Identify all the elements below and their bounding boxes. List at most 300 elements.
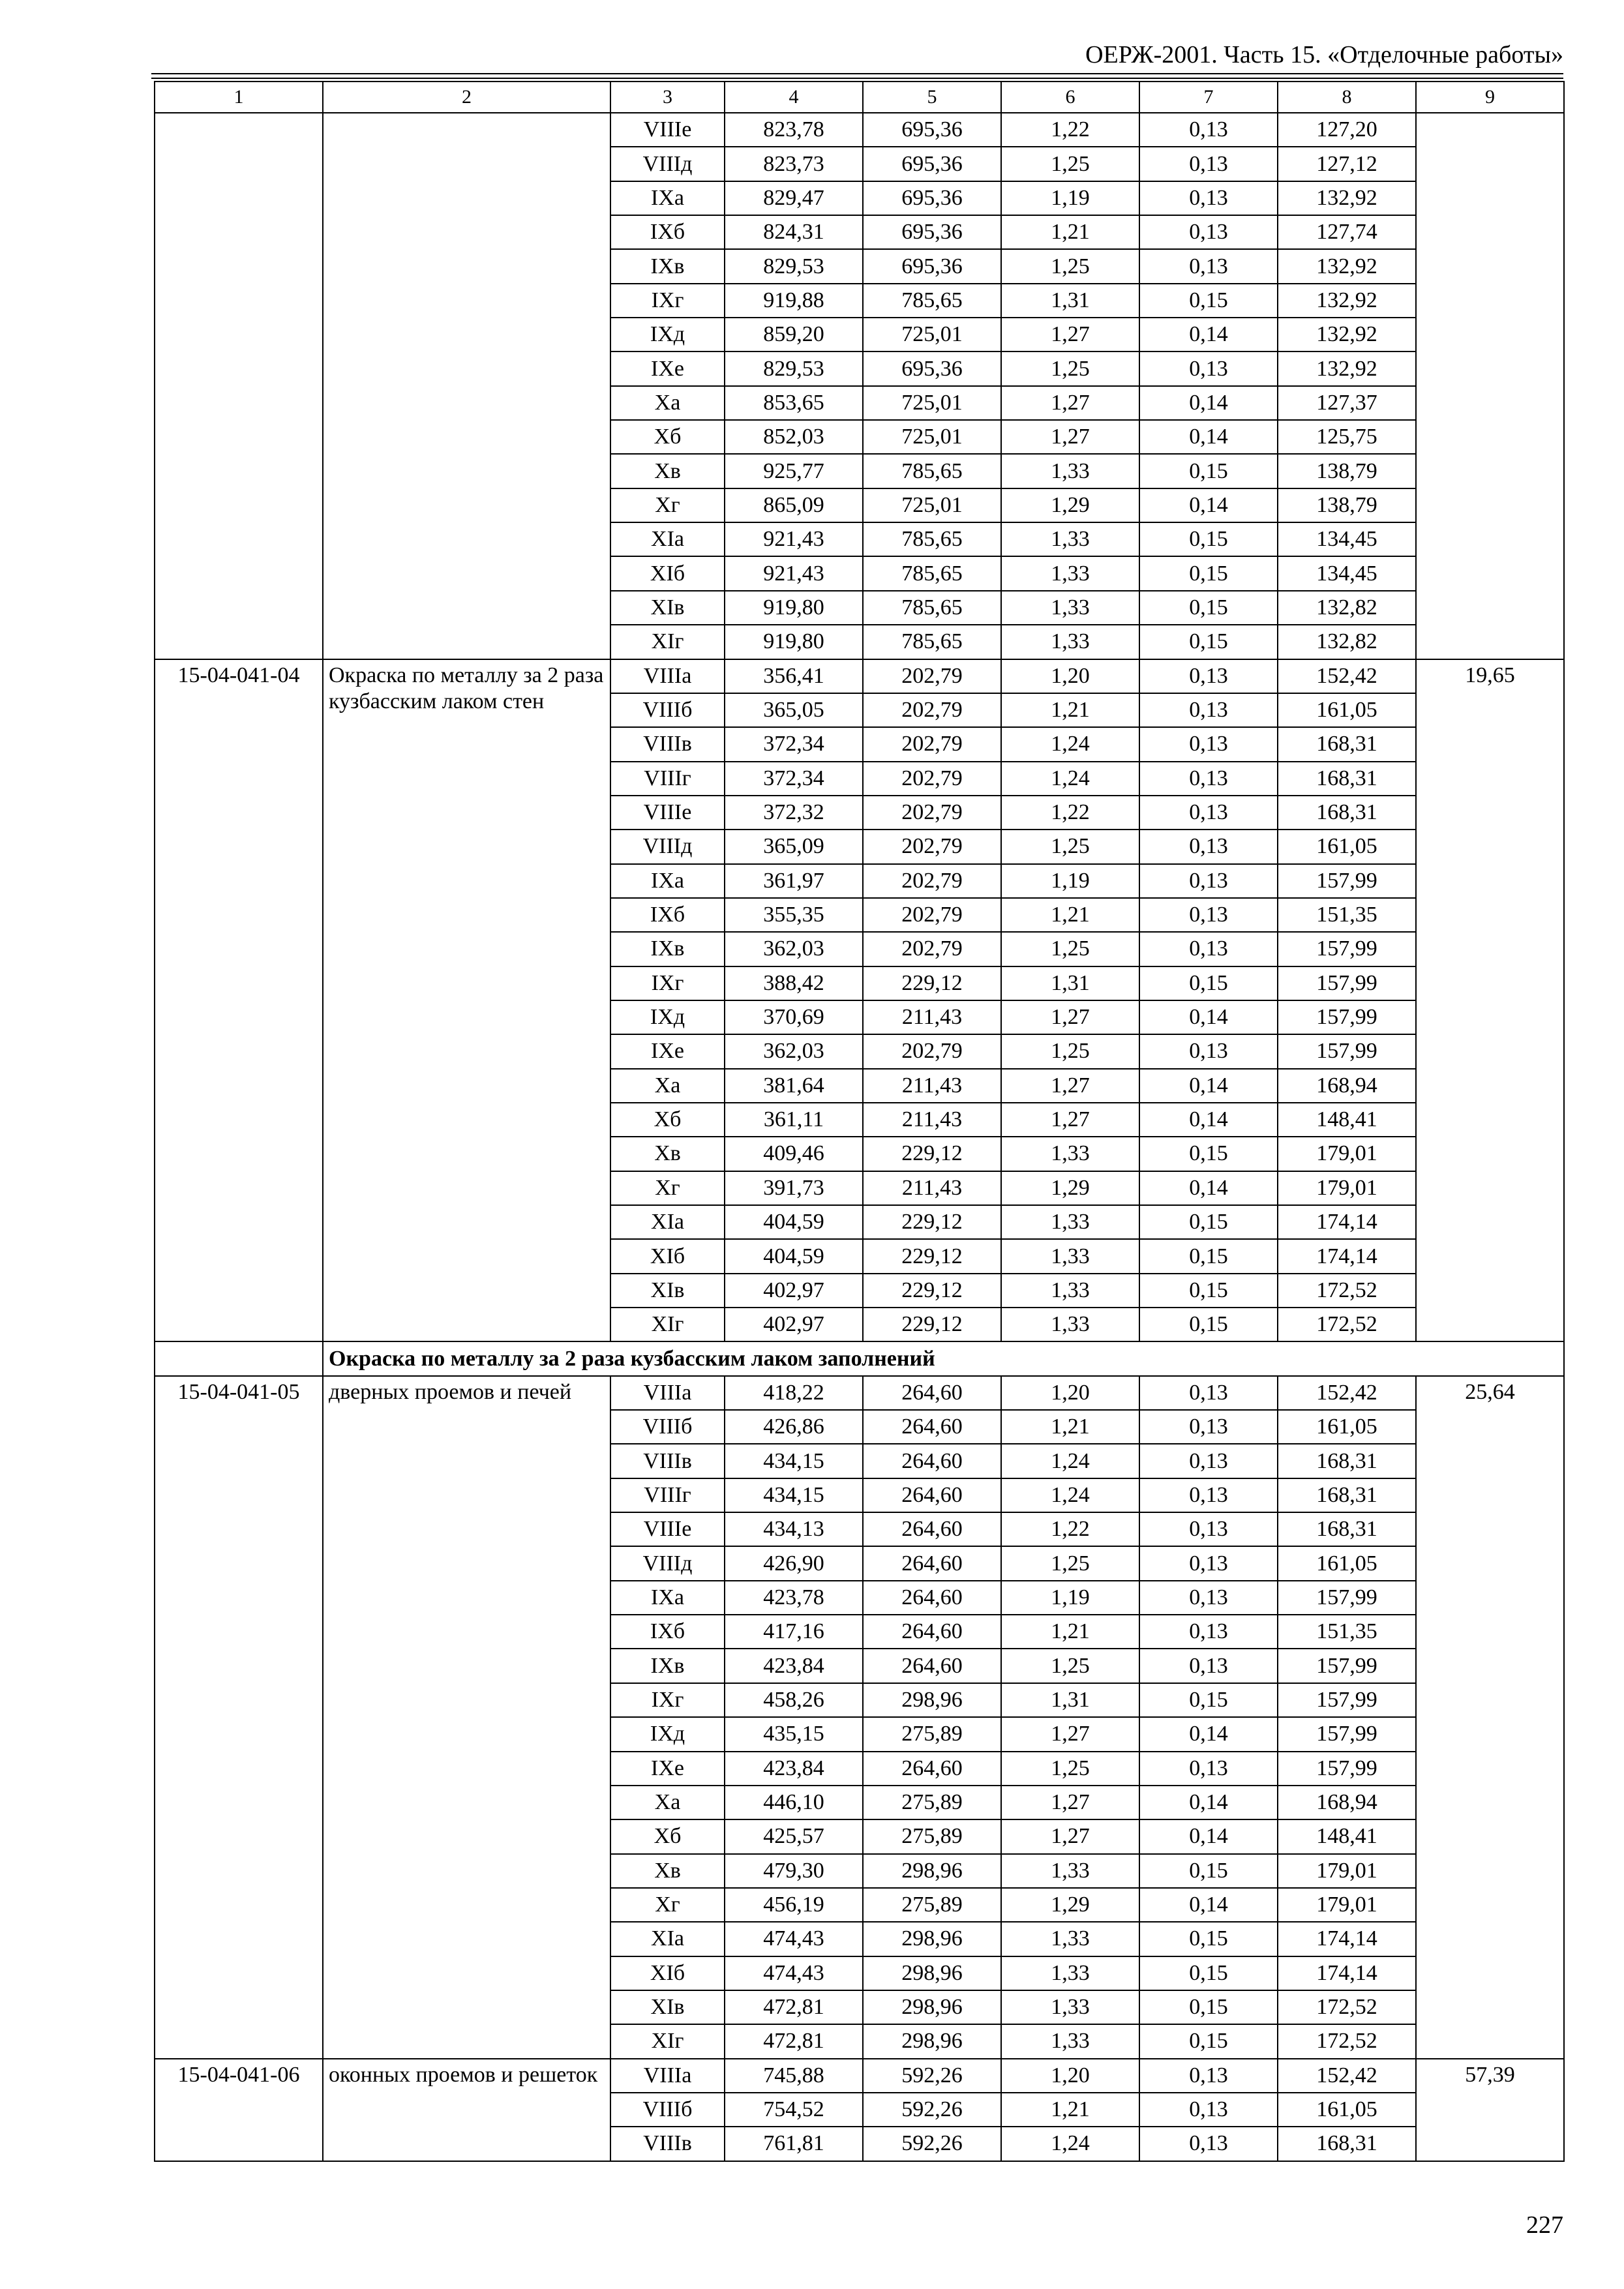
total-cost-cell: 745,88 — [725, 2059, 863, 2093]
materials-cost-cell: 134,45 — [1278, 556, 1416, 590]
territorial-zone-cell: VIIIв — [610, 2127, 725, 2161]
territorial-zone-cell: Xг — [610, 1888, 725, 1922]
machine-cost-cell: 1,33 — [1001, 556, 1139, 590]
wages-cell: 695,36 — [863, 352, 1001, 385]
materials-cost-cell: 174,14 — [1278, 1922, 1416, 1956]
total-cost-cell: 829,53 — [725, 249, 863, 283]
territorial-zone-cell: IXд — [610, 318, 725, 352]
wages-cell: 275,89 — [863, 1717, 1001, 1751]
total-cost-cell: 823,73 — [725, 147, 863, 181]
item-description-cell — [323, 113, 610, 659]
machinist-wages-cell: 0,13 — [1139, 1752, 1278, 1786]
materials-cost-cell: 157,99 — [1278, 1034, 1416, 1068]
wages-cell: 211,43 — [863, 1069, 1001, 1103]
machinist-wages-cell: 0,14 — [1139, 1786, 1278, 1819]
machinist-wages-cell: 0,13 — [1139, 830, 1278, 863]
column-number-cell: 1 — [155, 82, 323, 113]
total-cost-cell: 423,84 — [725, 1649, 863, 1683]
materials-cost-cell: 157,99 — [1278, 932, 1416, 966]
column-number-cell: 5 — [863, 82, 1001, 113]
column-number-cell: 9 — [1416, 82, 1564, 113]
territorial-zone-cell: VIIIе — [610, 113, 725, 147]
territorial-zone-cell: Xа — [610, 386, 725, 420]
territorial-zone-cell: XIа — [610, 1205, 725, 1239]
machine-cost-cell: 1,33 — [1001, 1205, 1139, 1239]
machine-cost-cell: 1,20 — [1001, 2059, 1139, 2093]
materials-cost-cell: 157,99 — [1278, 1000, 1416, 1034]
machine-cost-cell: 1,33 — [1001, 625, 1139, 659]
materials-cost-cell: 168,31 — [1278, 1444, 1416, 1478]
wages-cell: 785,65 — [863, 522, 1001, 556]
materials-cost-cell: 172,52 — [1278, 1308, 1416, 1341]
territorial-zone-cell: IXв — [610, 932, 725, 966]
total-cost-cell: 456,19 — [725, 1888, 863, 1922]
item-code-cell: 15-04-041-06 — [155, 2059, 323, 2161]
machine-cost-cell: 1,24 — [1001, 762, 1139, 796]
total-cost-cell: 423,84 — [725, 1752, 863, 1786]
territorial-zone-cell: XIб — [610, 1239, 725, 1273]
total-cost-cell: 417,16 — [725, 1615, 863, 1649]
materials-cost-cell: 134,45 — [1278, 522, 1416, 556]
machine-cost-cell: 1,19 — [1001, 181, 1139, 215]
machinist-wages-cell: 0,13 — [1139, 1376, 1278, 1410]
column-number-cell: 8 — [1278, 82, 1416, 113]
territorial-zone-cell: VIIIе — [610, 1512, 725, 1546]
materials-cost-cell: 157,99 — [1278, 966, 1416, 1000]
territorial-zone-cell: XIг — [610, 2024, 725, 2058]
machinist-wages-cell: 0,13 — [1139, 215, 1278, 249]
wages-cell: 298,96 — [863, 1854, 1001, 1888]
machine-cost-cell: 1,27 — [1001, 1103, 1139, 1137]
table-row — [155, 113, 1564, 147]
territorial-zone-cell: IXв — [610, 1649, 725, 1683]
wages-cell: 229,12 — [863, 1308, 1001, 1341]
total-cost-cell: 472,81 — [725, 2024, 863, 2058]
machinist-wages-cell: 0,13 — [1139, 796, 1278, 830]
materials-cost-cell: 174,14 — [1278, 1205, 1416, 1239]
wages-cell: 695,36 — [863, 181, 1001, 215]
machine-cost-cell: 1,22 — [1001, 796, 1139, 830]
total-cost-cell: 761,81 — [725, 2127, 863, 2161]
machine-cost-cell: 1,21 — [1001, 2093, 1139, 2127]
materials-cost-cell: 168,94 — [1278, 1786, 1416, 1819]
total-cost-cell: 402,97 — [725, 1308, 863, 1341]
wages-cell: 298,96 — [863, 2024, 1001, 2058]
machinist-wages-cell: 0,13 — [1139, 1034, 1278, 1068]
wages-cell: 202,79 — [863, 659, 1001, 693]
territorial-zone-cell: VIIIг — [610, 762, 725, 796]
territorial-zone-cell: IXд — [610, 1000, 725, 1034]
machine-cost-cell: 1,24 — [1001, 727, 1139, 761]
table-row — [155, 1376, 1564, 1410]
machine-cost-cell: 1,33 — [1001, 454, 1139, 488]
total-cost-cell: 381,64 — [725, 1069, 863, 1103]
wages-cell: 202,79 — [863, 830, 1001, 863]
materials-cost-cell: 168,31 — [1278, 796, 1416, 830]
column-number-cell: 6 — [1001, 82, 1139, 113]
machinist-wages-cell: 0,14 — [1139, 1819, 1278, 1853]
equipment-cost-cell — [1416, 113, 1564, 659]
territorial-zone-cell: XIб — [610, 1956, 725, 1990]
wages-cell: 229,12 — [863, 1137, 1001, 1171]
machine-cost-cell: 1,33 — [1001, 1308, 1139, 1341]
total-cost-cell: 404,59 — [725, 1239, 863, 1273]
wages-cell: 202,79 — [863, 864, 1001, 898]
territorial-zone-cell: IXд — [610, 1717, 725, 1751]
machinist-wages-cell: 0,13 — [1139, 1478, 1278, 1512]
machine-cost-cell: 1,25 — [1001, 249, 1139, 283]
machinist-wages-cell: 0,13 — [1139, 181, 1278, 215]
machinist-wages-cell: 0,15 — [1139, 454, 1278, 488]
machine-cost-cell: 1,27 — [1001, 1717, 1139, 1751]
wages-cell: 592,26 — [863, 2127, 1001, 2161]
territorial-zone-cell: IXе — [610, 1752, 725, 1786]
wages-cell: 725,01 — [863, 488, 1001, 522]
machinist-wages-cell: 0,13 — [1139, 693, 1278, 727]
territorial-zone-cell: XIв — [610, 1990, 725, 2024]
machine-cost-cell: 1,20 — [1001, 1376, 1139, 1410]
wages-cell: 229,12 — [863, 1239, 1001, 1273]
territorial-zone-cell: VIIIа — [610, 659, 725, 693]
materials-cost-cell: 132,92 — [1278, 352, 1416, 385]
territorial-zone-cell: XIа — [610, 522, 725, 556]
total-cost-cell: 921,43 — [725, 522, 863, 556]
materials-cost-cell: 172,52 — [1278, 1990, 1416, 2024]
materials-cost-cell: 168,31 — [1278, 2127, 1416, 2161]
materials-cost-cell: 148,41 — [1278, 1103, 1416, 1137]
territorial-zone-cell: Xв — [610, 1854, 725, 1888]
machine-cost-cell: 1,24 — [1001, 1444, 1139, 1478]
machinist-wages-cell: 0,13 — [1139, 659, 1278, 693]
wages-cell: 229,12 — [863, 1205, 1001, 1239]
total-cost-cell: 409,46 — [725, 1137, 863, 1171]
machinist-wages-cell: 0,14 — [1139, 1717, 1278, 1751]
machine-cost-cell: 1,21 — [1001, 693, 1139, 727]
materials-cost-cell: 157,99 — [1278, 1581, 1416, 1615]
materials-cost-cell: 127,20 — [1278, 113, 1416, 147]
total-cost-cell: 391,73 — [725, 1171, 863, 1205]
machinist-wages-cell: 0,13 — [1139, 352, 1278, 385]
machine-cost-cell: 1,33 — [1001, 1990, 1139, 2024]
materials-cost-cell: 161,05 — [1278, 693, 1416, 727]
materials-cost-cell: 148,41 — [1278, 1819, 1416, 1853]
total-cost-cell: 823,78 — [725, 113, 863, 147]
total-cost-cell: 853,65 — [725, 386, 863, 420]
machinist-wages-cell: 0,14 — [1139, 318, 1278, 352]
wages-cell: 264,60 — [863, 1376, 1001, 1410]
column-number-row — [155, 82, 1564, 113]
item-description-cell: дверных проемов и печей — [323, 1376, 610, 2059]
machine-cost-cell: 1,25 — [1001, 1034, 1139, 1068]
machine-cost-cell: 1,29 — [1001, 488, 1139, 522]
territorial-zone-cell: Xв — [610, 454, 725, 488]
document-title: ОЕРЖ-2001. Часть 15. «Отделочные работы» — [1085, 41, 1563, 68]
machine-cost-cell: 1,33 — [1001, 2024, 1139, 2058]
machine-cost-cell: 1,31 — [1001, 284, 1139, 318]
total-cost-cell: 754,52 — [725, 2093, 863, 2127]
header-divider-double — [151, 78, 1563, 79]
machinist-wages-cell: 0,14 — [1139, 1000, 1278, 1034]
materials-cost-cell: 157,99 — [1278, 1649, 1416, 1683]
territorial-zone-cell: IXг — [610, 1683, 725, 1717]
machinist-wages-cell: 0,13 — [1139, 1581, 1278, 1615]
territorial-zone-cell: VIIIб — [610, 693, 725, 727]
total-cost-cell: 370,69 — [725, 1000, 863, 1034]
wages-cell: 725,01 — [863, 386, 1001, 420]
territorial-zone-cell: Xг — [610, 1171, 725, 1205]
territorial-zone-cell: IXб — [610, 215, 725, 249]
wages-cell: 785,65 — [863, 454, 1001, 488]
wages-cell: 229,12 — [863, 1274, 1001, 1308]
materials-cost-cell: 127,37 — [1278, 386, 1416, 420]
total-cost-cell: 921,43 — [725, 556, 863, 590]
total-cost-cell: 829,47 — [725, 181, 863, 215]
materials-cost-cell: 132,82 — [1278, 625, 1416, 659]
total-cost-cell: 361,11 — [725, 1103, 863, 1137]
materials-cost-cell: 125,75 — [1278, 420, 1416, 454]
machinist-wages-cell: 0,15 — [1139, 1137, 1278, 1171]
wages-cell: 264,60 — [863, 1752, 1001, 1786]
machine-cost-cell: 1,25 — [1001, 932, 1139, 966]
materials-cost-cell: 157,99 — [1278, 1752, 1416, 1786]
territorial-zone-cell: VIIIб — [610, 2093, 725, 2127]
machinist-wages-cell: 0,13 — [1139, 1410, 1278, 1444]
machine-cost-cell: 1,27 — [1001, 318, 1139, 352]
materials-cost-cell: 132,92 — [1278, 181, 1416, 215]
machinist-wages-cell: 0,13 — [1139, 2093, 1278, 2127]
machine-cost-cell: 1,22 — [1001, 113, 1139, 147]
materials-cost-cell: 132,92 — [1278, 284, 1416, 318]
wages-cell: 275,89 — [863, 1786, 1001, 1819]
machine-cost-cell: 1,25 — [1001, 1752, 1139, 1786]
machinist-wages-cell: 0,14 — [1139, 386, 1278, 420]
territorial-zone-cell: VIIIг — [610, 1478, 725, 1512]
wages-cell: 264,60 — [863, 1444, 1001, 1478]
wages-cell: 785,65 — [863, 625, 1001, 659]
materials-cost-cell: 132,92 — [1278, 318, 1416, 352]
wages-cell: 211,43 — [863, 1103, 1001, 1137]
territorial-zone-cell: Xв — [610, 1137, 725, 1171]
total-cost-cell: 458,26 — [725, 1683, 863, 1717]
total-cost-cell: 472,81 — [725, 1990, 863, 2024]
materials-cost-cell: 127,74 — [1278, 215, 1416, 249]
column-number-cell: 4 — [725, 82, 863, 113]
territorial-zone-cell: Xб — [610, 420, 725, 454]
machine-cost-cell: 1,31 — [1001, 1683, 1139, 1717]
wages-cell: 264,60 — [863, 1581, 1001, 1615]
total-cost-cell: 859,20 — [725, 318, 863, 352]
territorial-zone-cell: XIв — [610, 1274, 725, 1308]
wages-cell: 785,65 — [863, 284, 1001, 318]
page-number: 227 — [1526, 2211, 1563, 2239]
wages-cell: 592,26 — [863, 2093, 1001, 2127]
machinist-wages-cell: 0,13 — [1139, 864, 1278, 898]
wages-cell: 695,36 — [863, 147, 1001, 181]
territorial-zone-cell: IXа — [610, 864, 725, 898]
machinist-wages-cell: 0,14 — [1139, 1171, 1278, 1205]
materials-cost-cell: 138,79 — [1278, 488, 1416, 522]
territorial-zone-cell: VIIIб — [610, 1410, 725, 1444]
machinist-wages-cell: 0,15 — [1139, 591, 1278, 625]
item-code-cell — [155, 113, 323, 659]
total-cost-cell: 479,30 — [725, 1854, 863, 1888]
price-table — [154, 81, 1565, 2162]
territorial-zone-cell: IXг — [610, 284, 725, 318]
total-cost-cell: 919,80 — [725, 591, 863, 625]
territorial-zone-cell: VIIIв — [610, 727, 725, 761]
machinist-wages-cell: 0,15 — [1139, 1683, 1278, 1717]
wages-cell: 785,65 — [863, 556, 1001, 590]
territorial-zone-cell: VIIIв — [610, 1444, 725, 1478]
machinist-wages-cell: 0,13 — [1139, 113, 1278, 147]
materials-cost-cell: 152,42 — [1278, 1376, 1416, 1410]
machine-cost-cell: 1,25 — [1001, 352, 1139, 385]
total-cost-cell: 356,41 — [725, 659, 863, 693]
total-cost-cell: 824,31 — [725, 215, 863, 249]
materials-cost-cell: 157,99 — [1278, 1717, 1416, 1751]
section-heading: Окраска по металлу за 2 раза кузбасским лаком заполнений — [323, 1341, 1564, 1375]
machine-cost-cell: 1,27 — [1001, 1069, 1139, 1103]
total-cost-cell: 372,34 — [725, 727, 863, 761]
machine-cost-cell: 1,25 — [1001, 1546, 1139, 1580]
materials-cost-cell: 152,42 — [1278, 2059, 1416, 2093]
wages-cell: 229,12 — [863, 966, 1001, 1000]
materials-cost-cell: 168,94 — [1278, 1069, 1416, 1103]
machinist-wages-cell: 0,13 — [1139, 898, 1278, 932]
machine-cost-cell: 1,22 — [1001, 1512, 1139, 1546]
machinist-wages-cell: 0,13 — [1139, 147, 1278, 181]
territorial-zone-cell: XIг — [610, 625, 725, 659]
machinist-wages-cell: 0,14 — [1139, 1888, 1278, 1922]
equipment-cost-cell: 25,64 — [1416, 1376, 1564, 2059]
item-code-cell: 15-04-041-04 — [155, 659, 323, 1342]
territorial-zone-cell: IXв — [610, 249, 725, 283]
machine-cost-cell: 1,21 — [1001, 215, 1139, 249]
machinist-wages-cell: 0,15 — [1139, 284, 1278, 318]
machine-cost-cell: 1,24 — [1001, 1478, 1139, 1512]
territorial-zone-cell: IXе — [610, 1034, 725, 1068]
territorial-zone-cell: VIIIд — [610, 1546, 725, 1580]
machine-cost-cell: 1,19 — [1001, 1581, 1139, 1615]
materials-cost-cell: 172,52 — [1278, 1274, 1416, 1308]
table-row — [155, 2059, 1564, 2093]
materials-cost-cell: 161,05 — [1278, 2093, 1416, 2127]
machine-cost-cell: 1,27 — [1001, 1819, 1139, 1853]
materials-cost-cell: 168,31 — [1278, 1512, 1416, 1546]
territorial-zone-cell: XIв — [610, 591, 725, 625]
total-cost-cell: 426,90 — [725, 1546, 863, 1580]
territorial-zone-cell: IXе — [610, 352, 725, 385]
machine-cost-cell: 1,27 — [1001, 420, 1139, 454]
equipment-cost-cell: 19,65 — [1416, 659, 1564, 1342]
machinist-wages-cell: 0,15 — [1139, 1922, 1278, 1956]
total-cost-cell: 435,15 — [725, 1717, 863, 1751]
machine-cost-cell: 1,33 — [1001, 1922, 1139, 1956]
machinist-wages-cell: 0,13 — [1139, 1512, 1278, 1546]
total-cost-cell: 474,43 — [725, 1922, 863, 1956]
territorial-zone-cell: VIIIа — [610, 1376, 725, 1410]
machine-cost-cell: 1,21 — [1001, 1410, 1139, 1444]
total-cost-cell: 434,15 — [725, 1478, 863, 1512]
machinist-wages-cell: 0,15 — [1139, 1239, 1278, 1273]
territorial-zone-cell: VIIIд — [610, 147, 725, 181]
total-cost-cell: 474,43 — [725, 1956, 863, 1990]
wages-cell: 264,60 — [863, 1478, 1001, 1512]
territorial-zone-cell: IXа — [610, 181, 725, 215]
total-cost-cell: 446,10 — [725, 1786, 863, 1819]
wages-cell: 202,79 — [863, 693, 1001, 727]
machinist-wages-cell: 0,15 — [1139, 1854, 1278, 1888]
territorial-zone-cell: VIIIе — [610, 796, 725, 830]
materials-cost-cell: 157,99 — [1278, 1683, 1416, 1717]
wages-cell: 264,60 — [863, 1615, 1001, 1649]
materials-cost-cell: 168,31 — [1278, 1478, 1416, 1512]
materials-cost-cell: 172,52 — [1278, 2024, 1416, 2058]
wages-cell: 275,89 — [863, 1819, 1001, 1853]
machinist-wages-cell: 0,15 — [1139, 2024, 1278, 2058]
materials-cost-cell: 151,35 — [1278, 898, 1416, 932]
territorial-zone-cell: Xг — [610, 488, 725, 522]
machinist-wages-cell: 0,15 — [1139, 522, 1278, 556]
machine-cost-cell: 1,25 — [1001, 830, 1139, 863]
total-cost-cell: 365,09 — [725, 830, 863, 863]
territorial-zone-cell: Xб — [610, 1103, 725, 1137]
wages-cell: 264,60 — [863, 1512, 1001, 1546]
machinist-wages-cell: 0,13 — [1139, 762, 1278, 796]
total-cost-cell: 852,03 — [725, 420, 863, 454]
wages-cell: 264,60 — [863, 1546, 1001, 1580]
territorial-zone-cell: IXб — [610, 898, 725, 932]
header-divider — [151, 73, 1563, 74]
column-number-cell: 7 — [1139, 82, 1278, 113]
machinist-wages-cell: 0,13 — [1139, 727, 1278, 761]
machinist-wages-cell: 0,14 — [1139, 1103, 1278, 1137]
total-cost-cell: 925,77 — [725, 454, 863, 488]
wages-cell: 695,36 — [863, 215, 1001, 249]
machine-cost-cell: 1,29 — [1001, 1171, 1139, 1205]
materials-cost-cell: 174,14 — [1278, 1956, 1416, 1990]
machinist-wages-cell: 0,14 — [1139, 420, 1278, 454]
column-number-cell: 2 — [323, 82, 610, 113]
materials-cost-cell: 161,05 — [1278, 830, 1416, 863]
machinist-wages-cell: 0,15 — [1139, 556, 1278, 590]
wages-cell: 275,89 — [863, 1888, 1001, 1922]
territorial-zone-cell: Xа — [610, 1069, 725, 1103]
machine-cost-cell: 1,25 — [1001, 147, 1139, 181]
territorial-zone-cell: XIг — [610, 1308, 725, 1341]
machine-cost-cell: 1,29 — [1001, 1888, 1139, 1922]
machinist-wages-cell: 0,15 — [1139, 1308, 1278, 1341]
machine-cost-cell: 1,21 — [1001, 898, 1139, 932]
territorial-zone-cell: Xб — [610, 1819, 725, 1853]
machine-cost-cell: 1,19 — [1001, 864, 1139, 898]
machine-cost-cell: 1,27 — [1001, 1786, 1139, 1819]
machine-cost-cell: 1,20 — [1001, 659, 1139, 693]
machinist-wages-cell: 0,13 — [1139, 2127, 1278, 2161]
wages-cell: 264,60 — [863, 1649, 1001, 1683]
machine-cost-cell: 1,31 — [1001, 966, 1139, 1000]
wages-cell: 202,79 — [863, 932, 1001, 966]
total-cost-cell: 919,80 — [725, 625, 863, 659]
machinist-wages-cell: 0,15 — [1139, 1274, 1278, 1308]
item-code-cell: 15-04-041-05 — [155, 1376, 323, 2059]
machine-cost-cell: 1,33 — [1001, 1137, 1139, 1171]
total-cost-cell: 361,97 — [725, 864, 863, 898]
machinist-wages-cell: 0,13 — [1139, 249, 1278, 283]
machine-cost-cell: 1,33 — [1001, 1854, 1139, 1888]
total-cost-cell: 404,59 — [725, 1205, 863, 1239]
materials-cost-cell: 161,05 — [1278, 1546, 1416, 1580]
